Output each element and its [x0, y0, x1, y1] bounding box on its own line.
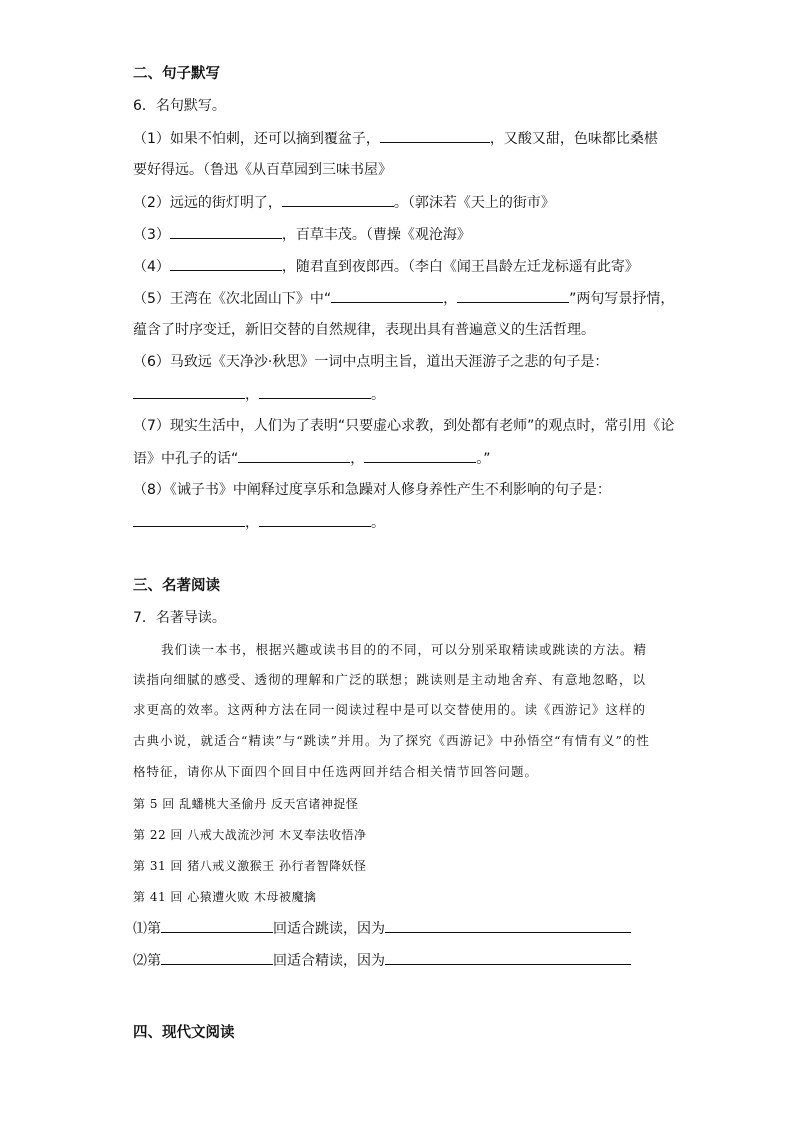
item-text: ，百草丰茂。（曹操《观沧海》	[281, 227, 471, 243]
passage-line: 求更高的效率。这两种方法在同一阅读过程中是可以交替使用的。读《西游记》这样的	[133, 702, 647, 717]
item-text: ，	[245, 515, 259, 531]
item-continuation: 要好得远。（鲁迅《从百草园到三味书屋》	[133, 162, 392, 178]
answer-blank[interactable]	[170, 256, 282, 271]
answer-blank[interactable]	[380, 128, 490, 143]
item-text: 。	[371, 387, 385, 403]
item-text: 。”	[476, 451, 491, 467]
answer-line	[133, 384, 385, 405]
chapter-title: 第 41 回 心猿遭火败 木母被魔擒	[133, 890, 317, 904]
answer-line	[133, 512, 385, 533]
section-heading: 四、现代文阅读	[133, 1025, 235, 1041]
passage-line: 古典小说，就适合“精读”与“跳读”并用。为了探究《西游记》中孙悟空“有情有义”的性	[133, 733, 650, 748]
item-text: ”两句写景抒情，	[569, 291, 675, 307]
item-text: ，	[350, 451, 365, 467]
item-text: ，又酸又甜，色味都比桑椹	[489, 131, 658, 147]
passage-line: 格特征，请你从下面四个回目中任选两回并结合相关情节回答问题。	[133, 764, 539, 779]
question-item-4	[133, 256, 639, 277]
item-text: （1）如果不怕刺，还可以摘到覆盆子，	[133, 131, 380, 147]
item-text: （3）	[133, 227, 170, 243]
item-text: （5）王湾在《次北固山下》中“	[133, 291, 332, 307]
chapter-title: 第 22 回 八戒大战流沙河 木叉奉法收悟净	[133, 828, 367, 842]
item-text: 。（郭沫若《天上的街市》	[393, 195, 555, 211]
question-item-5	[133, 288, 674, 309]
answer-blank[interactable]	[457, 288, 569, 303]
answer-blank[interactable]	[161, 950, 273, 965]
sub-question-2	[133, 950, 631, 971]
item-continuation: 蕴含了时序变迁，新旧交替的自然规律，表现出具有普遍意义的生活哲理。	[133, 322, 595, 338]
passage-line: 读指向细腻的感受、透彻的理解和广泛的联想；跳读则是主动地舍弃、有意地忽略，以	[133, 672, 647, 687]
answer-blank[interactable]	[259, 384, 371, 399]
answer-blank[interactable]	[331, 288, 443, 303]
item-text: ，	[443, 291, 458, 307]
item-text: 语》中孔子的话“	[133, 451, 239, 467]
chapter-title: 第 31 回 猪八戒义激猴王 孙行者智降妖怪	[133, 859, 367, 873]
item-continuation	[133, 448, 491, 469]
item-text: （4）	[133, 259, 170, 275]
item-text: ⑵第	[133, 953, 161, 969]
passage-line: 我们读一本书，根据兴趣或读书目的的不同，可以分别采取精读或跳读的方法。精	[161, 642, 648, 657]
question-title: 7．名著导读。	[133, 610, 226, 626]
question-item-3	[133, 224, 471, 245]
item-text: 回适合精读，因为	[273, 953, 385, 969]
item-text: ，	[245, 387, 259, 403]
item-text: ，随君直到夜郎西。（李白《闻王昌龄左迁龙标遥有此寄》	[281, 259, 639, 275]
answer-blank[interactable]	[385, 950, 631, 965]
question-title: 6．名句默写。	[133, 98, 226, 114]
question-item-1	[133, 128, 658, 149]
question-item-2	[133, 192, 555, 213]
item-text: 。	[371, 515, 385, 531]
answer-blank[interactable]	[170, 224, 282, 239]
answer-blank[interactable]	[364, 448, 476, 463]
item-text: 回适合跳读，因为	[273, 921, 385, 937]
answer-blank[interactable]	[161, 918, 273, 933]
question-item-7: （7）现实生活中，人们为了表明“只要虚心求教，到处都有老师”的观点时，常引用《论	[133, 418, 675, 434]
section-heading: 三、名著阅读	[133, 578, 220, 594]
item-text: ⑴第	[133, 921, 161, 937]
answer-blank[interactable]	[133, 512, 245, 527]
section-heading: 二、句子默写	[133, 66, 220, 82]
answer-blank[interactable]	[238, 448, 350, 463]
item-text: （2）远远的街灯明了，	[133, 195, 282, 211]
chapter-title: 第 5 回 乱蟠桃大圣偷丹 反天宫诸神捉怪	[133, 797, 359, 811]
sub-question-1	[133, 918, 631, 939]
question-item-8: （8）《诫子书》中阐释过度享乐和急躁对人修身养性产生不利影响的句子是：	[133, 482, 611, 498]
answer-blank[interactable]	[282, 192, 394, 207]
question-item-6: （6）马致远《天净沙·秋思》一词中点明主旨，道出天涯游子之悲的句子是：	[133, 354, 609, 370]
answer-blank[interactable]	[133, 384, 245, 399]
answer-blank[interactable]	[385, 918, 631, 933]
answer-blank[interactable]	[259, 512, 371, 527]
